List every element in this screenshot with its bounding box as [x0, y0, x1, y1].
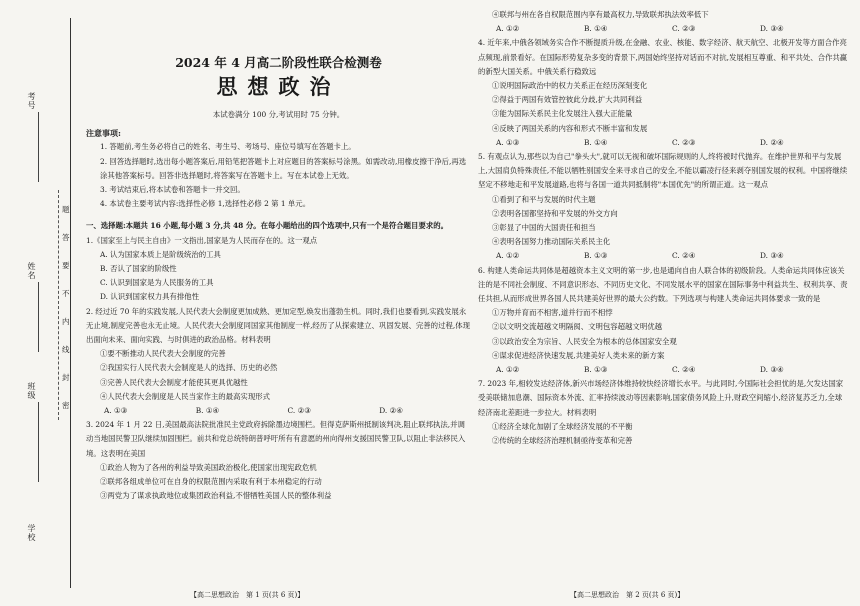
- option: D. ③④: [760, 24, 784, 34]
- q6-options: [478, 363, 848, 377]
- option: D. ②④: [760, 137, 784, 147]
- right-column: [478, 8, 848, 448]
- q2-item: ③完善人民代表大会制度才能使其更具优越性: [100, 377, 248, 387]
- q5-item: ②表明各国都坚持和平发展的外交方向: [492, 208, 618, 218]
- option: B. ①③: [584, 365, 608, 375]
- seal-dash-line: [58, 190, 59, 420]
- q3-options: [478, 22, 848, 36]
- q2-item: ②我国实行人民代表大会制度是人的选择、历史的必然: [100, 363, 278, 373]
- instruction-item: 1. 答题前,考生务必将自己的姓名、考生号、考场号、座位号填写在答题卡上。: [100, 142, 356, 152]
- q5-item: ③彰显了中国的大国责任和担当: [492, 223, 596, 233]
- exam-title: 2024 年 4 月高二阶段性联合检测卷: [175, 55, 382, 70]
- q1-choice: C. 认识到国家是为人民服务的工具: [100, 278, 214, 288]
- q5-item: ④表明各国努力推动国际关系民主化: [492, 237, 611, 247]
- option: A. ①②: [496, 24, 520, 34]
- q4-item: ③能为国际关系民主化发展注入强大正能量: [492, 109, 633, 119]
- q4-item: ②得益于两国有效管控彼此分歧,扩大共同利益: [492, 95, 643, 105]
- q2-item: ①要不断推动人民代表大会制度的完善: [100, 349, 226, 359]
- label-name: 姓名: [27, 262, 36, 280]
- option: B. ①③: [584, 251, 608, 261]
- instruction-item: 4. 本试卷主要考试内容:选择性必修 1,选择性必修 2 第 1 单元。: [100, 199, 311, 209]
- name-line: [38, 282, 39, 352]
- q1-choice: B. 否认了国家的阶级性: [100, 264, 177, 274]
- seal-char: 题: [62, 205, 70, 214]
- q4-stem: 4. 近年来,中俄各领域务实合作不断提质升级,在金融、农业、核能、数字经济、航天航空、北极开发等方面合作亮点频现,前景看好。在国际形势复杂多变的背景下,两国始终坚持对话而不对抗,发展相互尊重、和平共处、合作共赢的新型大国关系。中俄关系行稳致远: [478, 38, 848, 76]
- q5-options: [478, 249, 848, 263]
- option: B. ①④: [584, 24, 608, 34]
- option: A. ①②: [496, 365, 520, 375]
- q2-item: ④人民代表大会制度是人民当家作主的最高实现形式: [100, 391, 270, 401]
- q3-item: ①政治人物为了各州的利益导致美国政治极化,使国家出现宪政危机: [100, 462, 317, 472]
- class-line: [38, 402, 39, 482]
- q3-item: ③两党为了谋求执政地位或集团政治利益,不惜牺牲美国人民的整体利益: [100, 491, 332, 501]
- seal-char: 答: [62, 233, 70, 242]
- option: A. ①③: [496, 137, 520, 147]
- option: C. ②④: [672, 251, 696, 261]
- option: C. ②④: [672, 365, 696, 375]
- label-class: 班级: [27, 382, 36, 400]
- label-exam-number: 考号: [27, 92, 36, 110]
- option: A. ①③: [104, 406, 128, 416]
- subject-title: 思想政治: [216, 74, 341, 99]
- q5-item: ①看到了和平与发展的时代主题: [492, 194, 596, 204]
- q6-item: ③以政治安全为宗旨、人民安全为根本的总体国家安全观: [492, 336, 677, 346]
- option: B. ①④: [584, 137, 608, 147]
- option: B. ①④: [195, 406, 220, 416]
- q6-stem: 6. 构建人类命运共同体是超越资本主义文明的第一步,也是通向自由人联合体的初级阶段。人类命运共同体应该关注的是不同社会制度、不同意识形态、不同历史文化、不同发展水平的国家在国际事务中利益共生、权利共享、责任共担,从而形成世界各国人民共建美好世界的最大公约数。下列选项与构建人类命运共同体要求一致的是: [478, 265, 848, 304]
- seal-char: 不: [62, 289, 70, 298]
- q4-item: ④反映了两国关系的内容和形式不断丰富和发展: [492, 123, 648, 133]
- footer-left: 【高二思想政治 第 1 页(共 6 页)】: [190, 591, 305, 599]
- footer-right: 【高二思想政治 第 2 页(共 6 页)】: [570, 591, 685, 599]
- option: D. ②④: [379, 406, 403, 416]
- exam-note: 本试卷满分 100 分,考试用时 75 分钟。: [212, 110, 345, 119]
- option: A. ①②: [496, 251, 520, 261]
- seal-char: 要: [62, 261, 70, 270]
- q1-stem: 1.《国家至上与民主自由》一文指出,国家是为人民而存在的。这一观点: [86, 235, 318, 245]
- instruction-item: 2. 回答选择题时,选出每小题答案后,用铅笔把答题卡上对应题目的答案标号涂黑。如需改动,用橡皮擦干净后,再选涂其他答案标号。回答非选择题时,将答案写在答题卡上。写在本试卷上无效。: [100, 156, 467, 180]
- q6-item: ②以文明交流超越文明隔阂、文明包容超越文明优越: [492, 322, 662, 332]
- option: D. ③④: [760, 251, 784, 261]
- q5-stem: 5. 有观点认为,那些以为自己"拳头大",就可以无视和破坏国际规则的人,终将被时代抛弃。在维护世界和平与发展上,大国肩负特殊责任,不能以牺牲别国安全来寻求自己的安全,不能以霸凌行径来剥夺别国发展的权利。中国将继续坚定不移地走和平发展道路,也将与各国一道共同抵制将"本国优先"的所谓正道。这一观点: [478, 152, 848, 190]
- binding-line: [70, 18, 71, 588]
- instructions-heading: 注意事项:: [86, 128, 121, 139]
- q7-item: ①经济全球化加剧了全球经济发展的不平衡: [492, 421, 633, 431]
- q3-item: ②联邦各组成单位可在自身的权限范围内采取有利于本州稳定的行动: [100, 477, 322, 487]
- q3-item: ④联邦与州在各自权限范围内享有最高权力,导致联邦执法效率低下: [492, 10, 709, 19]
- q6-item: ①万物并育而不相害,道并行而不相悖: [492, 308, 613, 318]
- option: D. ③④: [760, 365, 784, 375]
- q7-item: ②传统的全球经济治理机制亟待变革和完善: [492, 436, 633, 446]
- q6-item: ④谋求促进经济快速发展,共建美好人类未来的新方案: [492, 350, 665, 360]
- q4-options: [478, 136, 848, 150]
- q2-stem: 2. 经过近 70 年的实践发展,人民代表大会制度更加成熟、更加定型,焕发出蓬勃生机。同时,我们也要看到,实践发展永无止境,制度完善也永无止境。人民代表大会制度同国家其他制度一样,经历了从探索建立、巩固发展、完善的过程,体现出面向未来、面向实践、与时俱进的政治品格。材料表明: [86, 306, 470, 345]
- q4-item: ①说明国际政治中的权力关系正在经历深刻变化: [492, 81, 648, 91]
- section-heading: 一、选择题:本题共 16 小题,每小题 3 分,共 48 分。在每小题给出的四个选项中,只有一个是符合题目要求的。: [86, 221, 449, 231]
- seal-char: 密: [62, 401, 70, 410]
- q1-choice: D. 认识到国家权力具有排他性: [100, 292, 200, 302]
- label-school: 学校: [27, 524, 36, 542]
- option: C. ②③: [287, 406, 311, 416]
- q1-choice: A. 认为国家本质上是阶级统治的工具: [100, 249, 221, 259]
- option: C. ②③: [672, 137, 696, 147]
- left-column: [86, 8, 471, 503]
- seal-char: 内: [62, 317, 70, 326]
- binding-strip: [0, 0, 78, 606]
- instruction-item: 3. 考试结束后,将本试卷和答题卡一并交回。: [100, 185, 245, 195]
- exam-number-line: [38, 112, 39, 182]
- q2-options: [86, 404, 471, 418]
- seal-char: 封: [62, 373, 70, 382]
- option: C. ②③: [672, 24, 696, 34]
- q7-stem: 7. 2023 年,相较发达经济体,新兴市场经济体维持较快经济增长水平。与此同时,今国际社会担忧的是,欠发达国家受美联储加息潮、国际资本外流、汇率持续波动等因素影响,国家债务风险上升,财政空间缩小,经济复苏乏力,全球经济南北差距进一步拉大。材料表明: [478, 379, 844, 417]
- q3-stem: 3. 2024 年 1 月 22 日,美国最高法院批准民主党政府拆除墨边境围栏。但得克萨斯州抵制该判决,阻止联邦执法,并调动当地国民警卫队继续加固围栏。前共和党总统特朗普呼吁所有有意愿的州向得州支援国民警卫队,以阻止非法移民入境。这表明在美国: [86, 420, 466, 458]
- seal-char: 线: [62, 345, 70, 354]
